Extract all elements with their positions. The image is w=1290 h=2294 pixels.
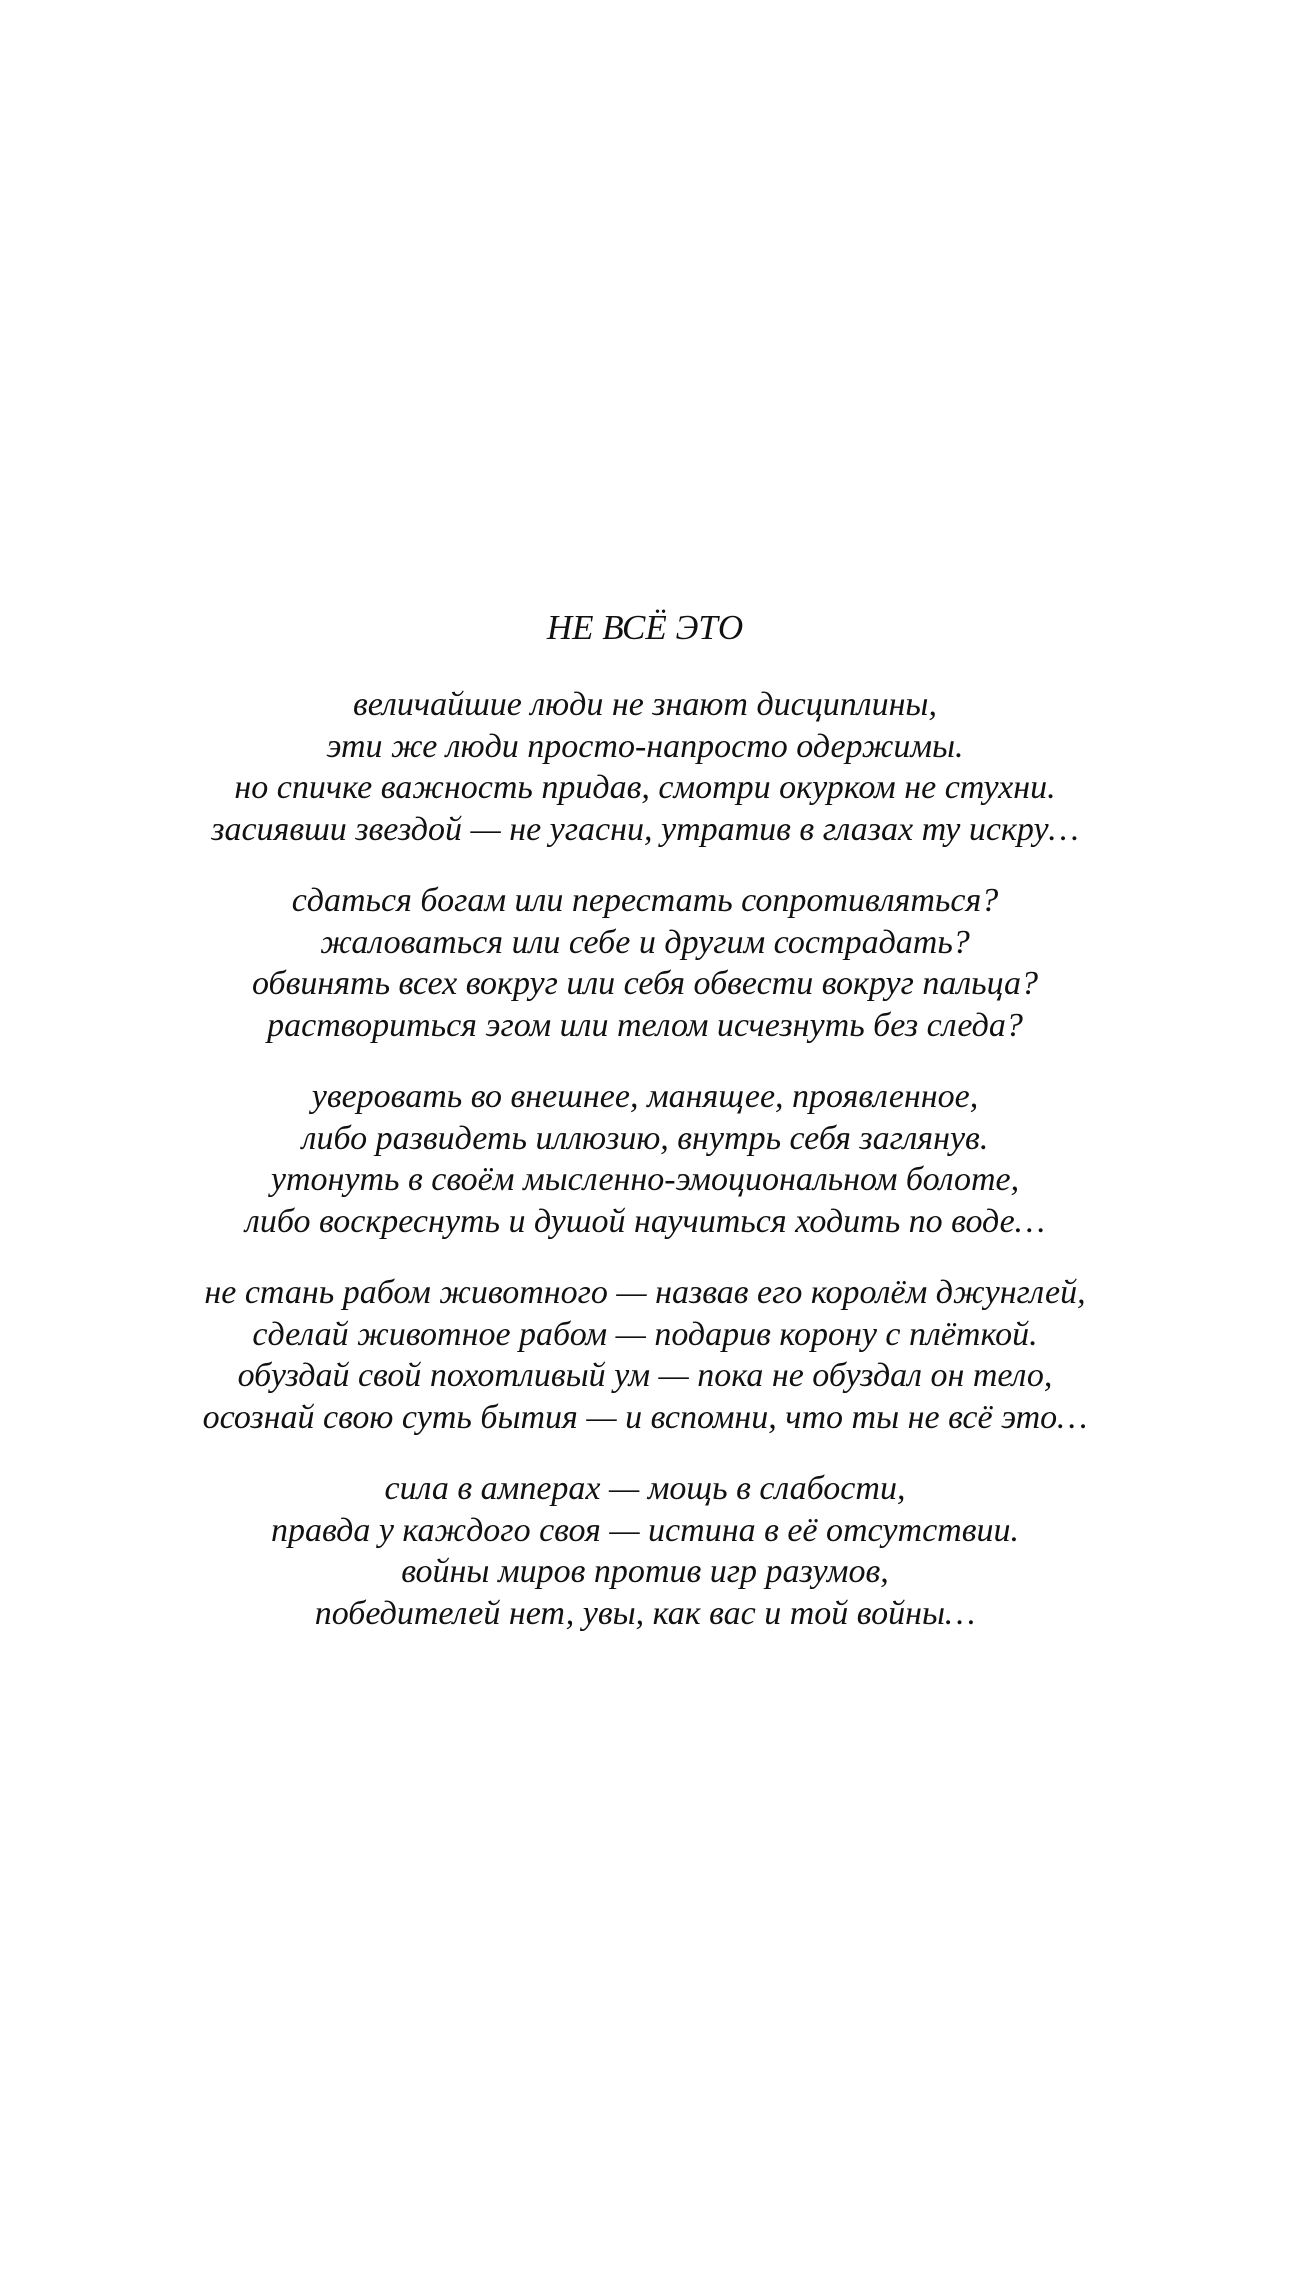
stanza-3 — [0, 1076, 1290, 1242]
poem-line: войны миров против игр разумов, — [401, 1553, 889, 1590]
stanza-1 — [0, 684, 1290, 850]
poem-line: обвинять всех вокруг или себя обвести вокруг пальца? — [251, 965, 1039, 1002]
poem-line: правда у каждого своя — истина в её отсутствии. — [271, 1511, 1019, 1549]
poem-line: либо развидеть иллюзию, внутрь себя заглянув. — [301, 1119, 989, 1157]
poem-line: но спичке важность придав, смотри окурком не стухни. — [234, 769, 1056, 806]
poem-title: НЕ ВСЁ ЭТО — [546, 608, 744, 647]
poem-line: сила в амперах — мощь в слабости, — [384, 1470, 906, 1507]
poem-line: победителей нет, увы, как вас и той войны… — [314, 1594, 976, 1632]
poem-line: уверовать во внешнее, манящее, проявленное, — [311, 1078, 979, 1115]
poem — [0, 602, 1290, 1634]
poem-line: сдаться богам или перестать сопротивляться? — [291, 882, 999, 919]
poem-line: обуздай свой похотливый ум — пока не обуздал он тело, — [237, 1357, 1053, 1394]
stanza-2 — [0, 880, 1290, 1046]
poem-line: осознай свою суть бытия — и вспомни, что ты не всё это… — [202, 1398, 1088, 1436]
poem-line: сделай животное рабом — подарив корону с плёткой. — [252, 1315, 1038, 1353]
stanza-5 — [0, 1468, 1290, 1634]
poem-line: утонуть в своём мысленно-эмоциональном болоте, — [270, 1161, 1020, 1198]
poem-line: не стань рабом животного — назвав его королём джунглей, — [204, 1274, 1086, 1311]
stanza-4 — [0, 1272, 1290, 1438]
poem-line: величайшие люди не знают дисциплины, — [353, 686, 937, 723]
poem-line: жаловаться или себе и другим сострадать? — [320, 923, 970, 961]
poem-line: либо воскреснуть и душой научиться ходить по воде… — [245, 1202, 1045, 1240]
poem-line: засиявши звездой — не угасни, утратив в глазах ту искру… — [211, 810, 1079, 848]
poem-line: эти же люди просто-напросто одержимы. — [326, 727, 964, 765]
poem-line: раствориться эгом или телом исчезнуть без следа? — [267, 1006, 1023, 1044]
